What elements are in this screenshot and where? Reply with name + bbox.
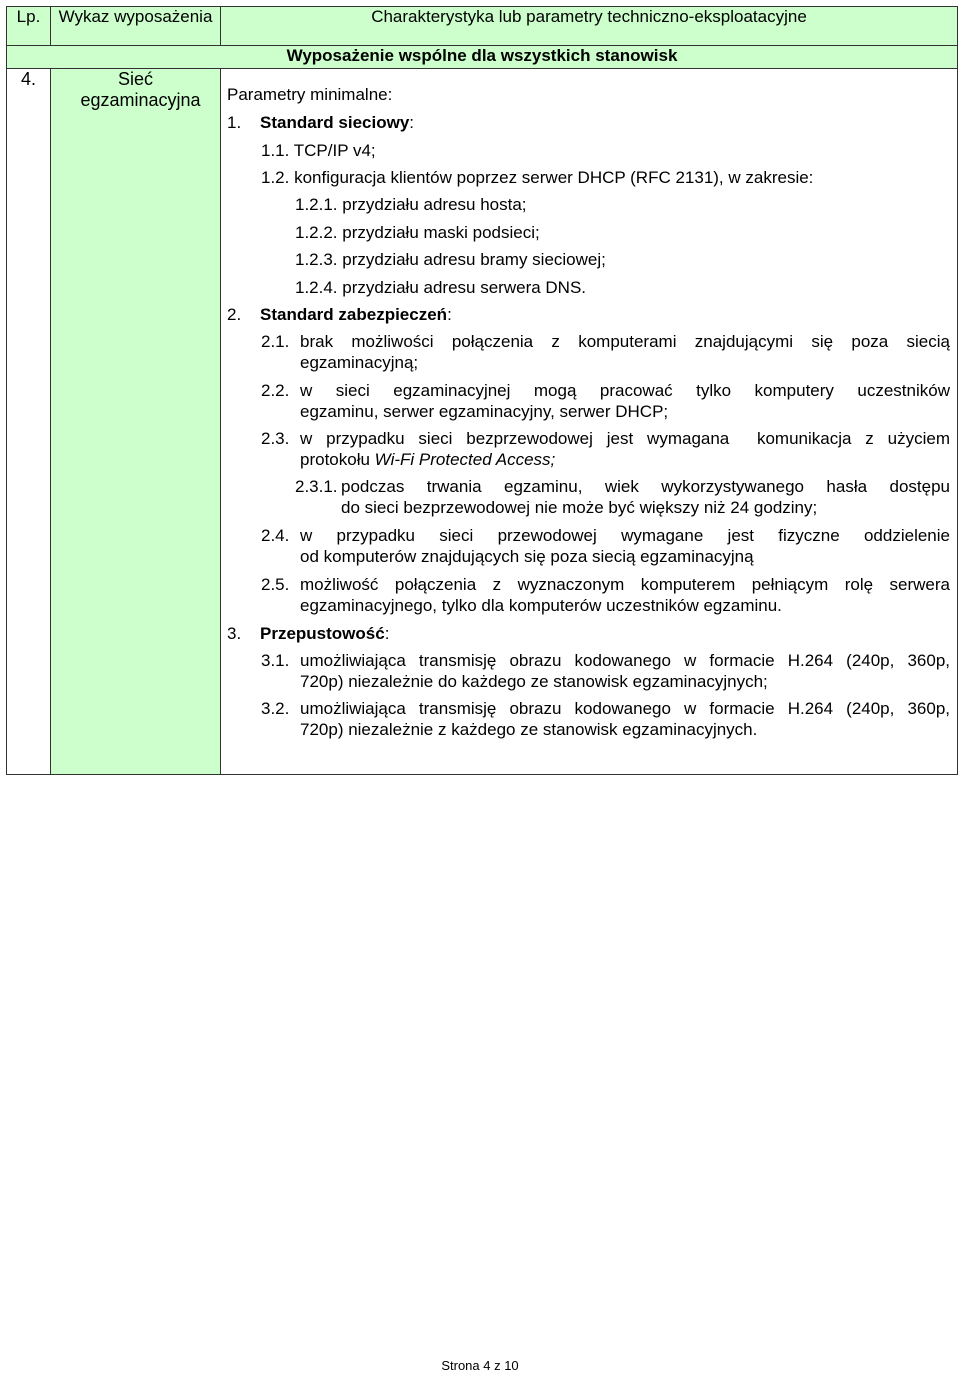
header-lp: Lp. <box>7 7 51 46</box>
item-3-1 <box>261 650 950 692</box>
item-2-3-protocol: Wi-Fi Protected Access; <box>374 450 556 469</box>
item-2-1 <box>261 331 950 373</box>
section-1-colon: : <box>409 113 415 132</box>
item-1-2-1: 1.2.1. przydziału adresu hosta; <box>295 195 527 214</box>
section-title-row <box>7 46 958 69</box>
section-3-title: Przepustowość <box>260 624 385 643</box>
item-1-2: 1.2. konfiguracja klientów poprzez serwer DHCP (RFC 2131), w zakresie: <box>261 168 814 187</box>
item-2-4-line-1: w przypadku sieci przewodowej wymagane jest fizyczne oddzielenie <box>300 526 950 545</box>
item-3-2-number: 3.2. <box>261 699 290 718</box>
section-2-colon: : <box>447 305 452 324</box>
item-1-2-2: 1.2.2. przydziału maski podsieci; <box>295 223 540 242</box>
equipment-table <box>6 6 958 775</box>
item-2-5 <box>261 574 950 616</box>
item-2-1-line-1: brak możliwości połączenia z komputerami znajdującymi się poza siecią <box>300 332 950 351</box>
section-2-number: 2. <box>227 305 242 324</box>
item-2-2 <box>261 380 950 422</box>
section-1-number: 1. <box>227 113 242 132</box>
specification-cell <box>221 69 958 775</box>
item-1-2-3: 1.2.3. przydziału adresu bramy sieciowej; <box>295 250 606 269</box>
item-3-1-number: 3.1. <box>261 651 290 670</box>
section-title: Wyposażenie wspólne dla wszystkich stanowisk <box>7 46 958 69</box>
item-2-3-1-line-2: do sieci bezprzewodowej nie może być większy niż 24 godziny; <box>341 498 818 517</box>
equipment-name-text: Sieć egzaminacyjna <box>80 69 201 110</box>
item-3-2-line-2: 720p) niezależnie z każdego ze stanowisk egzaminacyjnych. <box>300 720 758 739</box>
equipment-name <box>51 69 221 775</box>
table-row <box>7 69 958 775</box>
item-1-2-4: 1.2.4. przydziału adresu serwera DNS. <box>295 278 587 297</box>
table-header-row <box>7 7 958 46</box>
intro-text: Parametry minimalne: <box>227 85 393 104</box>
item-2-5-line-2: egzaminacyjnego, tylko dla komputerów uczestników egzaminu. <box>300 596 782 615</box>
item-1-1: 1.1. TCP/IP v4; <box>261 141 376 160</box>
section-2-heading <box>227 304 452 325</box>
section-1-title: Standard sieciowy <box>260 113 410 132</box>
row-number: 4. <box>7 69 51 775</box>
item-2-5-line-1: możliwość połączenia z wyznaczonym komputerem pełniącym rolę serwera <box>300 575 950 594</box>
item-2-4 <box>261 525 950 567</box>
item-2-2-line-2: egzaminu, serwer egzaminacyjny, serwer DHCP; <box>300 402 669 421</box>
item-2-3-number: 2.3. <box>261 429 290 448</box>
item-2-3-line-2 <box>300 449 950 470</box>
item-2-4-number: 2.4. <box>261 526 290 545</box>
header-wykaz: Wykaz wyposażenia <box>51 7 221 46</box>
item-2-2-line-1: w sieci egzaminacyjnej mogą pracować tylko komputery uczestników <box>300 381 950 400</box>
item-2-3-1-number: 2.3.1. <box>295 477 338 496</box>
section-2-title: Standard zabezpieczeń <box>260 305 448 324</box>
item-2-3-1-line-1: podczas trwania egzaminu, wiek wykorzystywanego hasła dostępu <box>341 477 950 496</box>
item-2-3-1 <box>295 476 950 518</box>
item-3-1-line-2: 720p) niezależnie do każdego ze stanowisk egzaminacyjnych; <box>300 672 768 691</box>
item-2-5-number: 2.5. <box>261 575 290 594</box>
item-3-1-line-1: umożliwiająca transmisję obrazu kodowanego w formacie H.264 (240p, 360p, <box>300 651 950 670</box>
item-3-2 <box>261 698 950 740</box>
item-2-3-line-2-text: protokołu <box>300 450 375 469</box>
item-2-1-number: 2.1. <box>261 332 290 351</box>
item-2-1-line-2: egzaminacyjną; <box>300 353 419 372</box>
section-3-number: 3. <box>227 624 242 643</box>
section-1-heading <box>227 112 415 133</box>
section-3-heading <box>227 623 390 644</box>
header-charakterystyka: Charakterystyka lub parametry techniczno-eksploatacyjne <box>221 7 958 46</box>
item-2-3 <box>261 428 950 470</box>
item-2-3-line-1: w przypadku sieci bezprzewodowej jest wymagana komunikacja z użyciem <box>300 429 950 448</box>
page-number: Strona 4 z 10 <box>441 1358 519 1373</box>
item-3-2-line-1: umożliwiająca transmisję obrazu kodowanego w formacie H.264 (240p, 360p, <box>300 699 950 718</box>
item-2-2-number: 2.2. <box>261 381 290 400</box>
section-3-colon: : <box>384 624 390 643</box>
item-2-4-line-2: od komputerów znajdujących się poza siecią egzaminacyjną <box>300 547 754 566</box>
